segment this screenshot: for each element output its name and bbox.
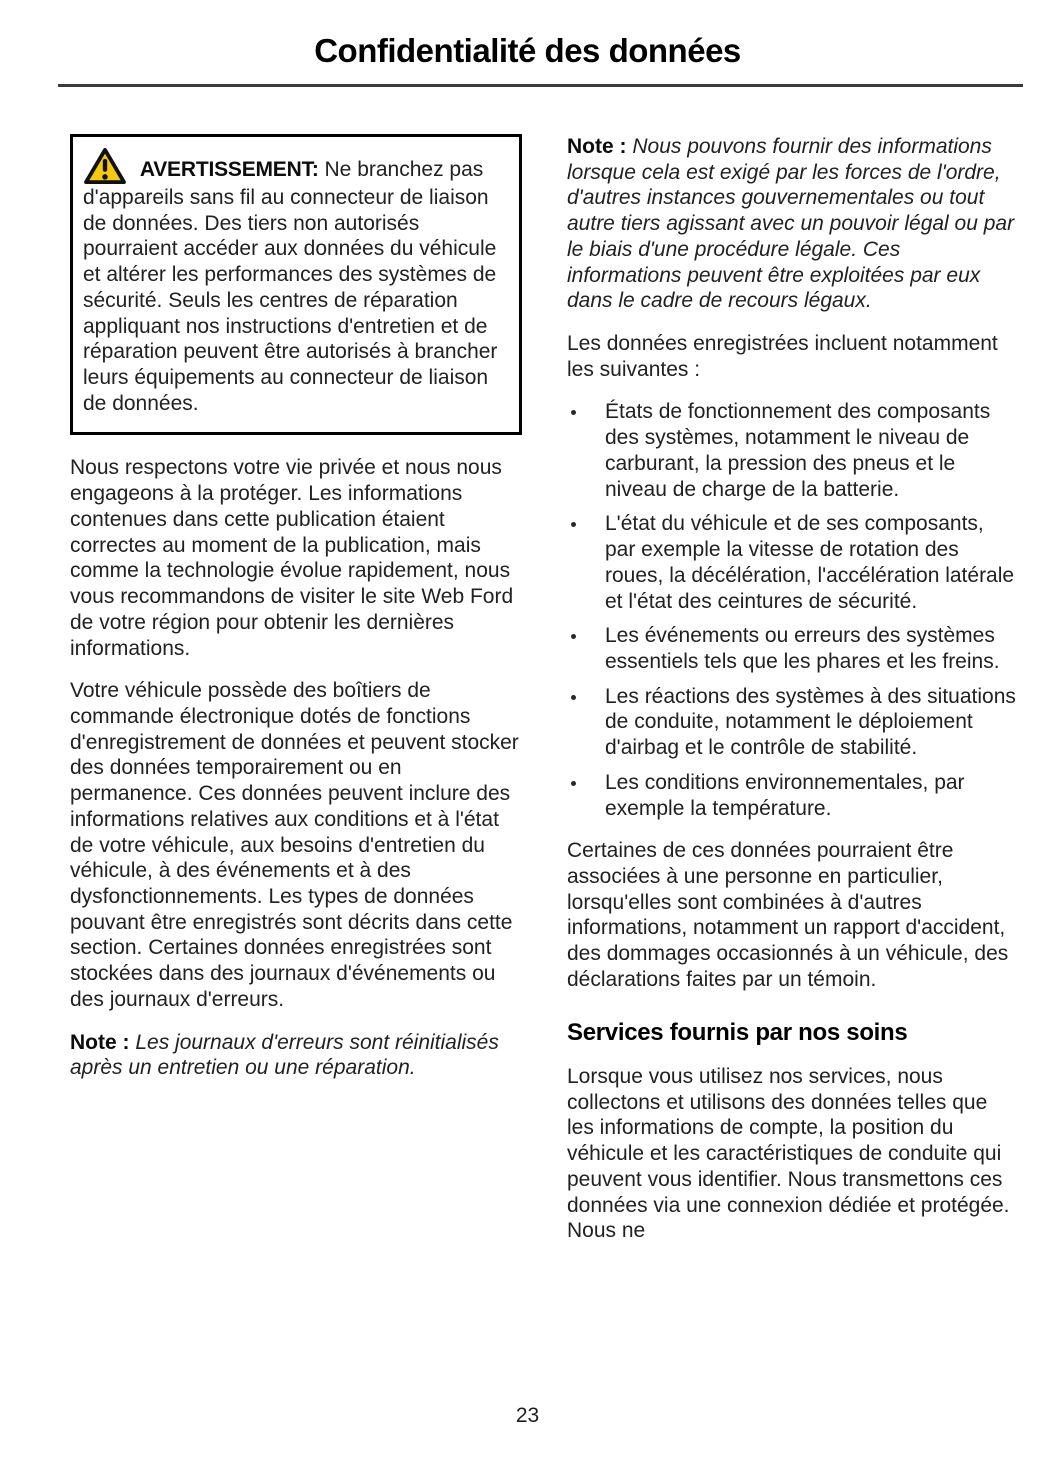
list-item: L'état du véhicule et de ses composants, par exemple la vitesse de rotation des roues, la décélération, l'accélération latérale et l'état des ceintures de sécurité. — [567, 511, 1019, 614]
note — [70, 1030, 522, 1081]
body-paragraph: Lorsque vous utilisez nos services, nous collectons et utilisons des données telles que les informations de compte, la position du véhicule et les caractéristiques de conduite qui peuvent vous identifier. Nous transmettons ces données via une connexion dédiée et protégée. Nous ne — [567, 1064, 1010, 1243]
body-paragraph: Nous respectons votre vie privée et nous nous engageons à la protéger. Les informations contenues dans cette publication étaient correctes au moment de la publication, mais comme la technologie évolue rapidement, nous vous recommandons de visiter le site Web Ford de votre région pour obtenir les dernières informations. — [70, 456, 514, 660]
warning-triangle-icon — [83, 147, 134, 185]
recorded-data-list — [567, 399, 1019, 821]
note-text: Les journaux d'erreurs sont réinitialisés après un entretien ou une réparation. — [70, 1030, 499, 1080]
warning-box — [70, 134, 522, 435]
page-header — [0, 32, 1055, 87]
note-text: Nous pouvons fournir des informations lorsque cela est exigé par les forces de l'ordre, d'autres instances gouvernementales ou tout autre tiers agissant avec un pouvoir légal ou par le biais d'une procédure légale. Ces informations peuvent être exploitées par eux dans le cadre de recours légaux. — [567, 135, 1015, 313]
note-label: Note : — [70, 1030, 130, 1054]
page-number: 23 — [515, 1404, 540, 1427]
page-footer — [0, 1404, 1055, 1428]
note — [567, 134, 1019, 314]
page-title: Confidentialité des données — [314, 32, 741, 69]
left-column — [70, 134, 522, 1261]
warning-text: Ne branchez pas d'appareils sans fil au connecteur de liaison de données. Des tiers non autorisés pourraient accéder aux données du véhicule et altérer les performances des systèmes de sécurité. Seuls les centres de réparation appliquant nos instructions d'entretien et de réparation peuvent être autorisés à brancher leurs équipements au connecteur de liaison de données. — [83, 158, 498, 415]
list-item: Les événements ou erreurs des systèmes essentiels tels que les phares et les freins. — [567, 623, 1019, 674]
list-item: Les conditions environnementales, par exemple la température. — [567, 770, 1019, 821]
content-columns — [0, 87, 1055, 1261]
body-paragraph: Votre véhicule possède des boîtiers de commande électronique dotés de fonctions d'enregistrement de données et peuvent stocker des données temporairement ou en permanence. Ces données peuvent inclure des informations relatives aux conditions et à l'état de votre véhicule, aux besoins d'entretien du véhicule, à des événements et à des dysfonctionnements. Les types de données pouvant être enregistrés sont décrits dans cette section. Certaines données enregistrées sont stockées dans des journaux d'événements ou des journaux d'erreurs. — [70, 679, 519, 1011]
list-item: Les réactions des systèmes à des situations de conduite, notamment le déploiement d'airbag et le contrôle de stabilité. — [567, 684, 1019, 761]
body-paragraph: Les données enregistrées incluent notamment les suivantes : — [567, 332, 998, 381]
right-column — [567, 134, 1019, 1261]
warning-label: AVERTISSEMENT: — [139, 158, 319, 181]
body-paragraph: Certaines de ces données pourraient être associées à une personne en particulier, lorsqu'elles sont combinées à d'autres informations, notamment un rapport d'accident, des dommages occasionnés à un véhicule, des déclarations faites par un témoin. — [567, 839, 1009, 991]
note-label: Note : — [567, 135, 627, 158]
manual-page — [0, 32, 1055, 1480]
list-item: États de fonctionnement des composants des systèmes, notamment le niveau de carburant, la pression des pneus et le niveau de charge de la batterie. — [567, 399, 1019, 502]
section-heading: Services fournis par nos soins — [567, 1018, 908, 1046]
